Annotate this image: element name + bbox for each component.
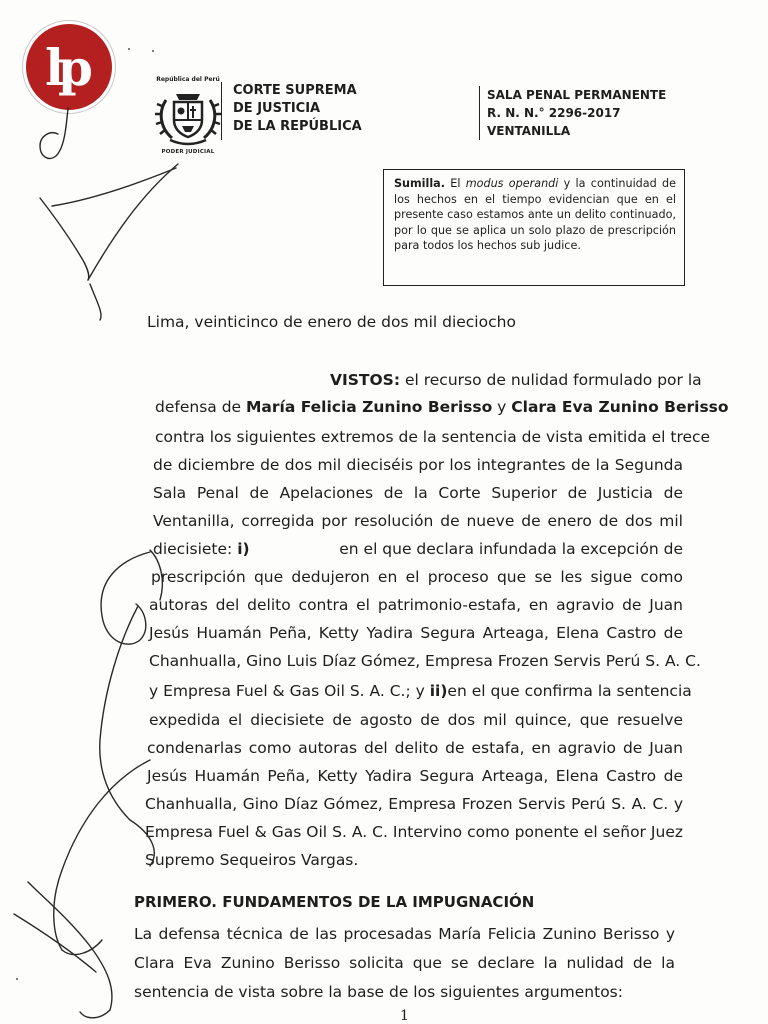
vistos-line-2c: y: [492, 398, 512, 416]
poder-judicial-emblem: [152, 76, 224, 158]
date-line: Lima, veinticinco de enero de dos mil dieciocho: [147, 313, 516, 331]
vistos-line-7a-text: diecisiete:: [153, 540, 238, 558]
emblem-top-text: República del Perú: [156, 76, 220, 83]
vistos-line-12c: en el que confirma la sentencia: [447, 682, 692, 700]
vistos-line-16: Chanhualla, Gino Díaz Gómez, Empresa Frozen Servis Perú S. A. C. y: [145, 795, 683, 813]
vistos-line-9: autoras del delito contra el patrimonio-estafa, en agravio de Juan: [149, 596, 683, 614]
speck: [128, 48, 130, 50]
vistos-line-17: Empresa Fuel & Gas Oil S. A. C. Intervino como ponente el señor Juez: [145, 823, 683, 841]
vistos-line-10: Jesús Huamán Peña, Ketty Yadira Segura Arteaga, Elena Castro de: [149, 624, 683, 642]
sala-header: [479, 86, 666, 140]
item-ii-marker: ii): [429, 682, 448, 700]
court-line-2: DE JUSTICIA: [233, 101, 321, 116]
vistos-line-3: contra los siguientes extremos de la sentencia de vista emitida el trece: [155, 428, 711, 446]
vistos-line-12: [149, 682, 692, 700]
vistos-line-1: [330, 371, 702, 389]
court-line-3: DE LA REPÚBLICA: [233, 119, 362, 134]
vistos-line-7: [153, 540, 683, 558]
speck: [152, 50, 154, 52]
defendant-1-name: María Felicia Zunino Berisso: [246, 398, 493, 416]
lp-logo: [26, 24, 112, 110]
vistos-line-11: Chanhualla, Gino Luis Díaz Gómez, Empresa Frozen Servis Perú S. A. C.: [149, 652, 701, 670]
vistos-line-14: condenarlas como autoras del delito de estafa, en agravio de Juan: [147, 739, 683, 757]
sumilla-italic: modus operandi: [465, 177, 559, 190]
vistos-line-13: expedida el diecisiete de agosto de dos mil quince, que resuelve: [149, 711, 683, 729]
emblem-bottom-text: PODER JUDICIAL: [161, 149, 215, 155]
vistos-line-5: Sala Penal de Apelaciones de la Corte Superior de Justicia de: [153, 484, 683, 502]
coat-of-arms-icon: [152, 82, 224, 152]
vistos-line-6: Ventanilla, corregida por resolución de nueve de enero de dos mil: [153, 512, 683, 530]
vistos-line-12a-text: y Empresa Fuel & Gas Oil S. A. C.; y: [149, 682, 430, 700]
vistos-line-15: Jesús Huamán Peña, Ketty Yadira Segura Arteaga, Elena Castro de: [147, 767, 683, 785]
vistos-line-1-text: el recurso de nulidad formulado por la: [400, 371, 702, 389]
sumilla-text: y la continuidad de los hechos en el tiempo evidencian que en el presente caso estamos ante un delito continuado, por lo que se aplica un solo plazo de prescripción para todos los hechos sub judice.: [394, 177, 676, 253]
vistos-line-2a: defensa de: [155, 398, 246, 416]
sumilla-box: [383, 169, 685, 286]
vistos-line-7a: [153, 540, 250, 558]
sumilla-lead: Sumilla.: [394, 177, 445, 190]
section-line-2: Clara Eva Zunino Berisso solicita que se declare la nulidad de la: [134, 954, 675, 972]
section-line-3: sentencia de vista sobre la base de los siguientes argumentos:: [134, 983, 623, 1001]
sala-district: VENTANILLA: [487, 124, 571, 138]
defendant-2-name: Clara Eva Zunino Berisso: [511, 398, 729, 416]
item-i-marker: i): [237, 540, 250, 558]
section-line-1: La defensa técnica de las procesadas María Felicia Zunino Berisso y: [134, 925, 675, 943]
sala-line-1: SALA PENAL PERMANENTE: [487, 88, 667, 102]
speck: [16, 978, 18, 980]
sumilla-pre: El: [444, 177, 466, 190]
case-number: R. N. N.° 2296-2017: [487, 106, 621, 120]
section-heading: PRIMERO. FUNDAMENTOS DE LA IMPUGNACIÓN: [134, 893, 535, 911]
page-number: 1: [400, 1008, 409, 1024]
vistos-line-8: prescripción que dedujeron en el proceso que se les sigue como: [151, 568, 683, 586]
court-line-1: CORTE SUPREMA: [233, 83, 357, 98]
vistos-line-4: de diciembre de dos mil dieciséis por los integrantes de la Segunda: [153, 456, 683, 474]
vistos-line-2: [155, 398, 729, 416]
vistos-line-18: Supremo Sequeiros Vargas.: [145, 851, 359, 869]
vistos-line-12a: [149, 682, 447, 700]
lp-logo-text: lp: [45, 37, 87, 97]
vistos-label: VISTOS:: [330, 371, 401, 389]
court-header: [221, 82, 362, 140]
vistos-line-7c: en el que declara infundada la excepción de: [339, 540, 683, 558]
